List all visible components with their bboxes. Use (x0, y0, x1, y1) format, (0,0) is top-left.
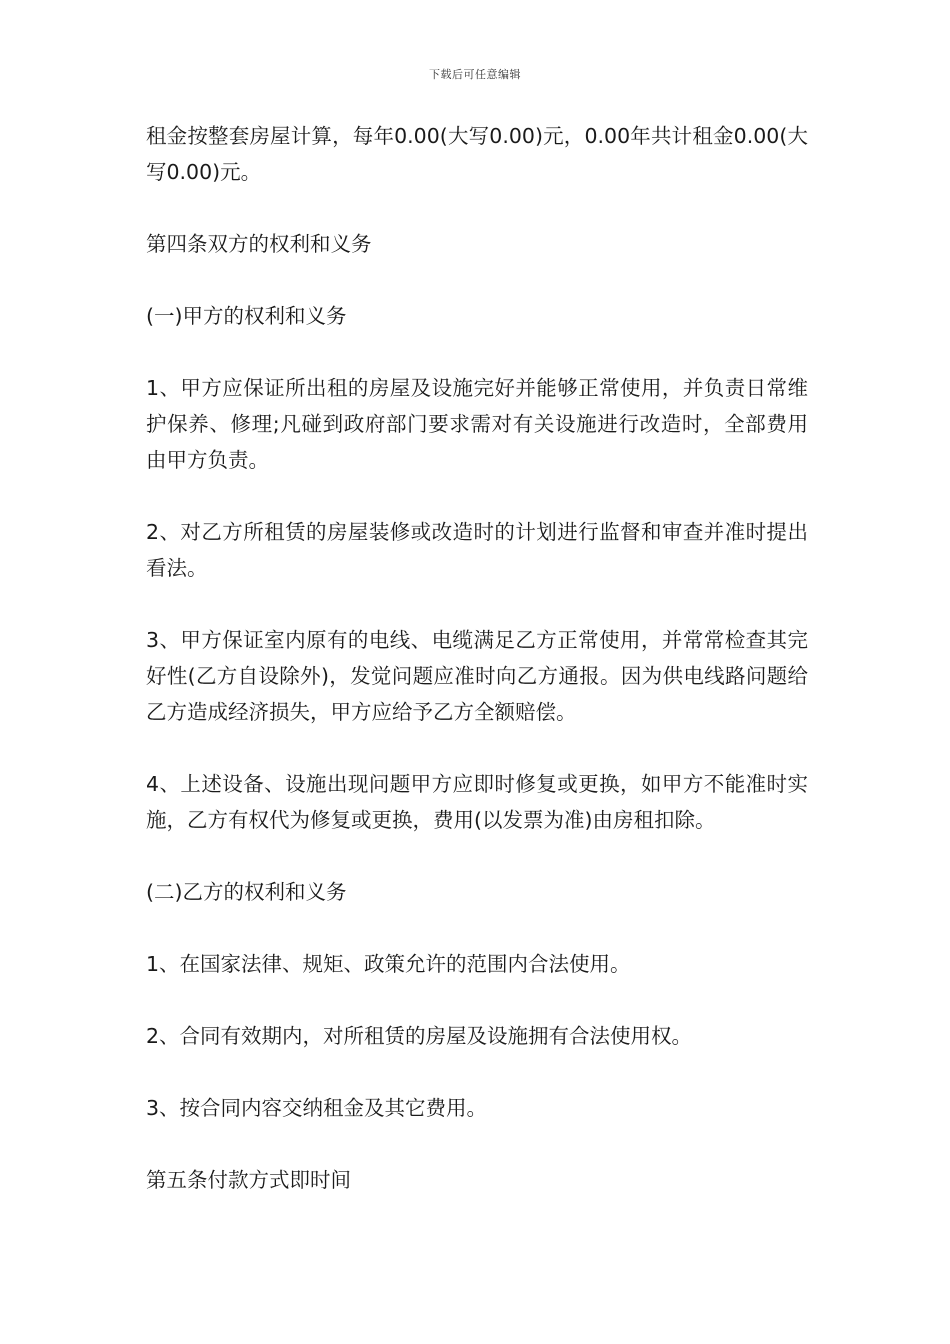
document-body (146, 118, 808, 1234)
article-five-heading: 第五条付款方式即时间 (146, 1168, 351, 1192)
party-a-clause-4: 4、上述设备、设施出现问题甲方应即时修复或更换，如甲方不能准时实施，乙方有权代为修复或更换，费用(以发票为准)由房租扣除。 (146, 772, 808, 832)
page-header: 下载后可任意编辑 (429, 68, 521, 81)
party-a-clause-3: 3、甲方保证室内原有的电线、电缆满足乙方正常使用，并常常检查其完好性(乙方自设除外)，发觉问题应准时向乙方通报。因为供电线路问题给乙方造成经济损失，甲方应给予乙方全额赔偿。 (146, 628, 808, 724)
party-a-clause-2: 2、对乙方所租赁的房屋装修或改造时的计划进行监督和审查并准时提出看法。 (146, 520, 808, 580)
article-four-heading: 第四条双方的权利和义务 (146, 232, 372, 256)
party-b-heading: (二)乙方的权利和义务 (146, 880, 347, 904)
party-a-clause-1: 1、甲方应保证所出租的房屋及设施完好并能够正常使用，并负责日常维护保养、修理;凡碰到政府部门要求需对有关设施进行改造时，全部费用由甲方负责。 (146, 376, 808, 472)
party-b-clause-3: 3、按合同内容交纳租金及其它费用。 (146, 1096, 488, 1120)
party-b-clause-1: 1、在国家法律、规矩、政策允许的范围内合法使用。 (146, 952, 631, 976)
party-a-heading: (一)甲方的权利和义务 (146, 304, 347, 328)
rent-amount-paragraph: 租金按整套房屋计算，每年0.00(大写0.00)元，0.00年共计租金0.00(大写0.00)元。 (146, 124, 808, 184)
party-b-clause-2: 2、合同有效期内，对所租赁的房屋及设施拥有合法使用权。 (146, 1024, 693, 1048)
